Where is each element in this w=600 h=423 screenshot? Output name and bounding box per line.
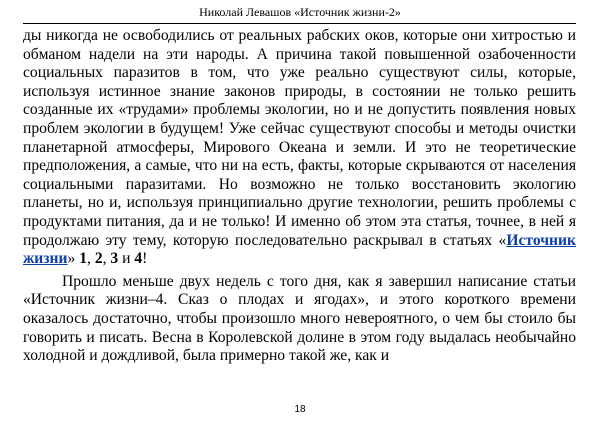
- page-number: 18: [294, 404, 306, 415]
- article-number-2: 2: [94, 250, 103, 268]
- running-header: Николай Левашов «Источник жизни-2»: [199, 5, 401, 19]
- separator-1: ,: [87, 250, 95, 268]
- separator-3: и: [118, 250, 135, 268]
- paragraph-1-text: ды никогда не освободились от реальных рабских оков, которые они хитростью и обманом надели на эти народы. А причина такой повышенной озабоченности социальных паразитов в том, что уже реально существуют силы, которые, используя истинное знание законов природы, в состоянии не только решить созданные их «трудами» проблемы экологии, но и не допустить появления новых проблем экологии в будущем! Уже сейчас существуют способы и методы очистки планетарной атмосферы, Мирового Океана и земли. И это не теоретические предположения, а самые, что ни на есть, факты, которые скрываются от населения социальными паразитами. Но возможно не только восстановить экологию планеты, но и, используя принципиально другие технологии, решить проблемы с продуктами питания, да и не только! И именно об этом эта статья, точнее, в ней я продолжаю эту тему, которую последовательно раскрывал в статьях «: [23, 27, 576, 249]
- page-body: [23, 27, 576, 366]
- separator-2: ,: [102, 250, 111, 268]
- article-number-3: 3: [110, 250, 119, 268]
- paragraph-1: [23, 27, 576, 269]
- paragraph-1-end: !: [142, 250, 148, 268]
- source-of-life-link[interactable]: Источник жизни: [23, 231, 576, 268]
- paragraph-2: Прошло меньше двух недель с того дня, как я завершил написание статьи «Источник жизни–4. Сказ о плодах и ягодах», и этого короткого времени оказалось достаточно, чтобы произошло много невероятного, о чем бы стоило бы говорить и писать. Весна в Королевской долине в этом году выдалась необычайно холодной и дождливой, была примерно такой же, как и: [23, 272, 576, 365]
- article-number-1: 1: [79, 250, 88, 268]
- article-number-4: 4: [134, 250, 143, 268]
- header-divider: [23, 23, 576, 24]
- quote-close: »: [67, 250, 80, 268]
